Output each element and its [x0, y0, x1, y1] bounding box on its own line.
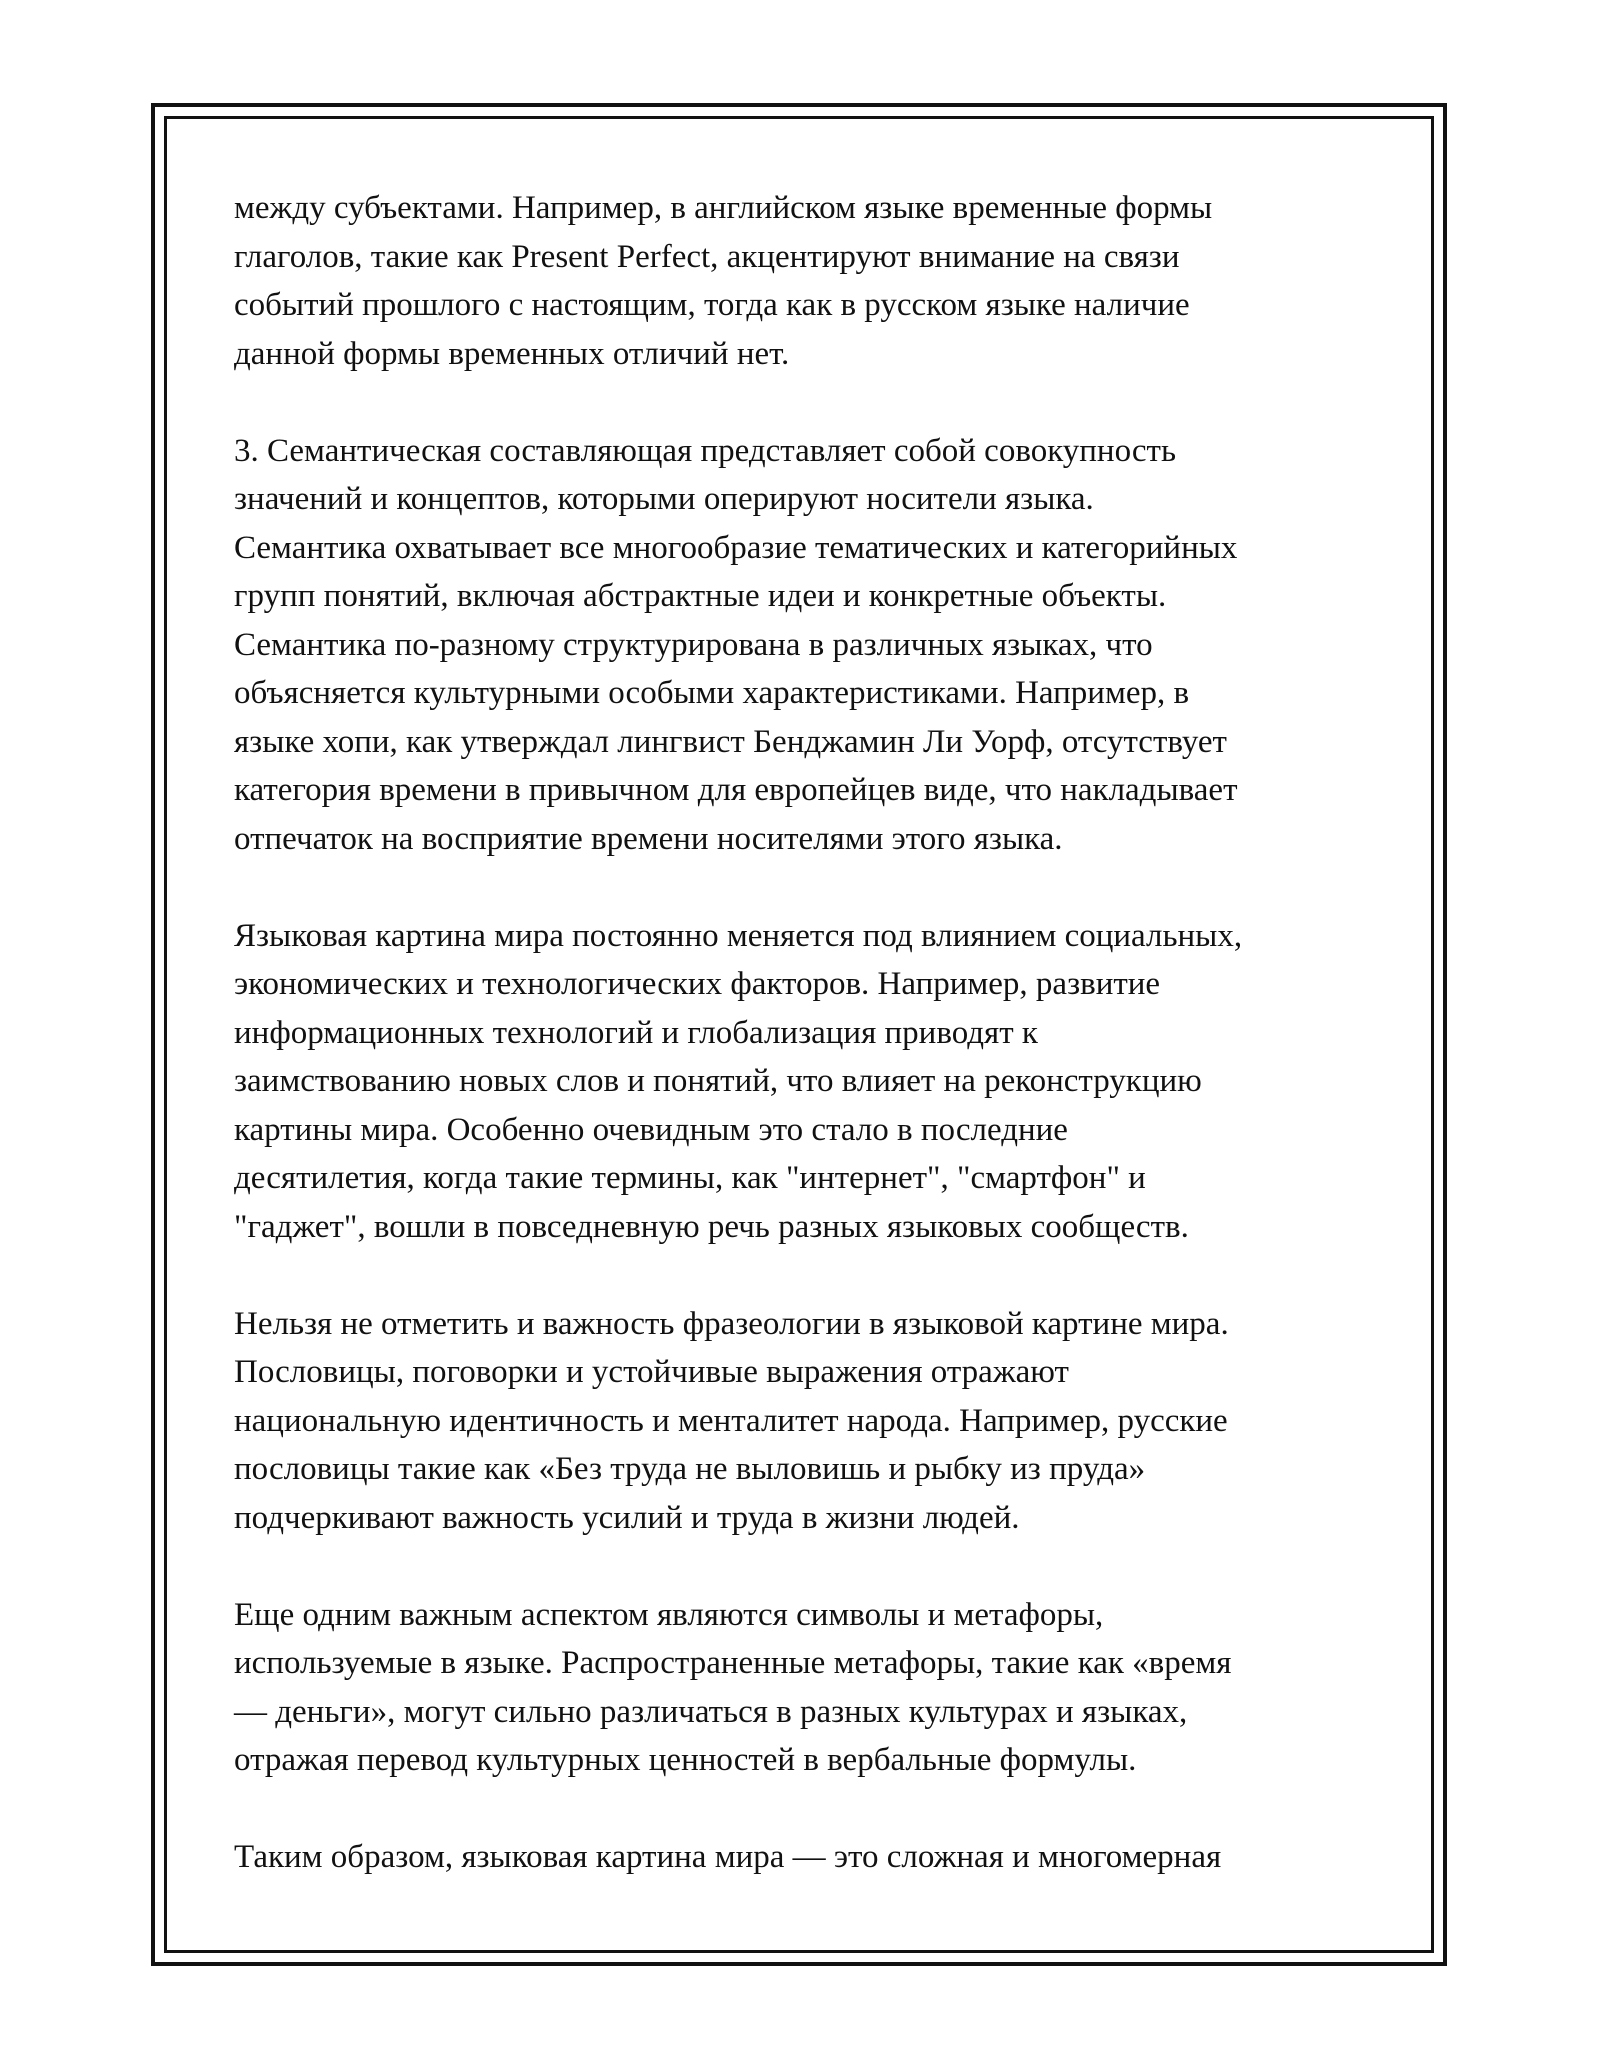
text-line: Таким образом, языковая картина мира — это сложная и многомерная	[234, 1839, 1222, 1875]
text-line: Языковая картина мира постоянно меняется под влиянием социальных,	[234, 917, 1243, 954]
text-line: — деньги», могут сильно различаться в разных культурах и языках,	[234, 1693, 1188, 1730]
paragraph-semantic-component	[234, 427, 1374, 864]
text-line: языке хопи, как утверждал лингвист Бенджамин Ли Уорф, отсутствует	[234, 723, 1227, 760]
text-line: Пословицы, поговорки и устойчивые выражения отражают	[234, 1354, 1069, 1390]
text-line: Нельзя не отметить и важность фразеологии в языковой картине мира.	[234, 1305, 1229, 1342]
text-line: экономических и технологических факторов. Например, развитие	[234, 966, 1161, 1002]
text-line: категория времени в привычном для европейцев виде, что накладывает	[234, 772, 1238, 808]
text-line: Семантика по-разному структурирована в различных языках, что	[234, 626, 1153, 663]
document-body	[234, 184, 1374, 1930]
text-line: информационных технологий и глобализация приводят к	[234, 1014, 1038, 1051]
paragraph-conclusion	[234, 1833, 1374, 1882]
text-line: Семантика охватывает все многообразие тематических и категорийных	[234, 529, 1238, 566]
text-line: Еще одним важным аспектом являются символы и метафоры,	[234, 1596, 1104, 1633]
text-line: 3. Семантическая составляющая представляет собой совокупность	[234, 432, 1177, 469]
text-line: национальную идентичность и менталитет народа. Например, русские	[234, 1402, 1228, 1439]
text-line: отражая перевод культурных ценностей в вербальные формулы.	[234, 1742, 1137, 1778]
text-line: десятилетия, когда такие термины, как "интернет", "смартфон" и	[234, 1160, 1146, 1196]
text-line: объясняется культурными особыми характеристиками. Например, в	[234, 675, 1190, 711]
text-line: используемые в языке. Распространенные метафоры, такие как «время	[234, 1645, 1232, 1681]
text-line: "гаджет", вошли в повседневную речь разных языковых сообществ.	[234, 1208, 1189, 1245]
paragraph-changing-worldview	[234, 912, 1374, 1252]
paragraph-tense-forms	[234, 184, 1374, 378]
text-line: групп понятий, включая абстрактные идеи и конкретные объекты.	[234, 578, 1167, 614]
text-line: пословицы такие как «Без труда не выловишь и рыбку из пруда»	[234, 1451, 1146, 1487]
text-line: отпечаток на восприятие времени носителями этого языка.	[234, 820, 1063, 857]
text-line: подчеркивают важность усилий и труда в жизни людей.	[234, 1499, 1020, 1536]
text-line: картины мира. Особенно очевидным это стало в последние	[234, 1111, 1068, 1148]
text-line: глаголов, такие как Present Perfect, акцентируют внимание на связи	[234, 238, 1180, 275]
text-line: между субъектами. Например, в английском языке временные формы	[234, 190, 1213, 226]
text-line: событий прошлого с настоящим, тогда как в русском языке наличие	[234, 287, 1190, 323]
text-line: заимствованию новых слов и понятий, что влияет на реконструкцию	[234, 1063, 1202, 1099]
text-line: значений и концептов, которыми оперируют носители языка.	[234, 481, 1094, 517]
paragraph-phraseology	[234, 1300, 1374, 1543]
text-line: данной формы временных отличий нет.	[234, 335, 790, 372]
paragraph-metaphors	[234, 1591, 1374, 1785]
